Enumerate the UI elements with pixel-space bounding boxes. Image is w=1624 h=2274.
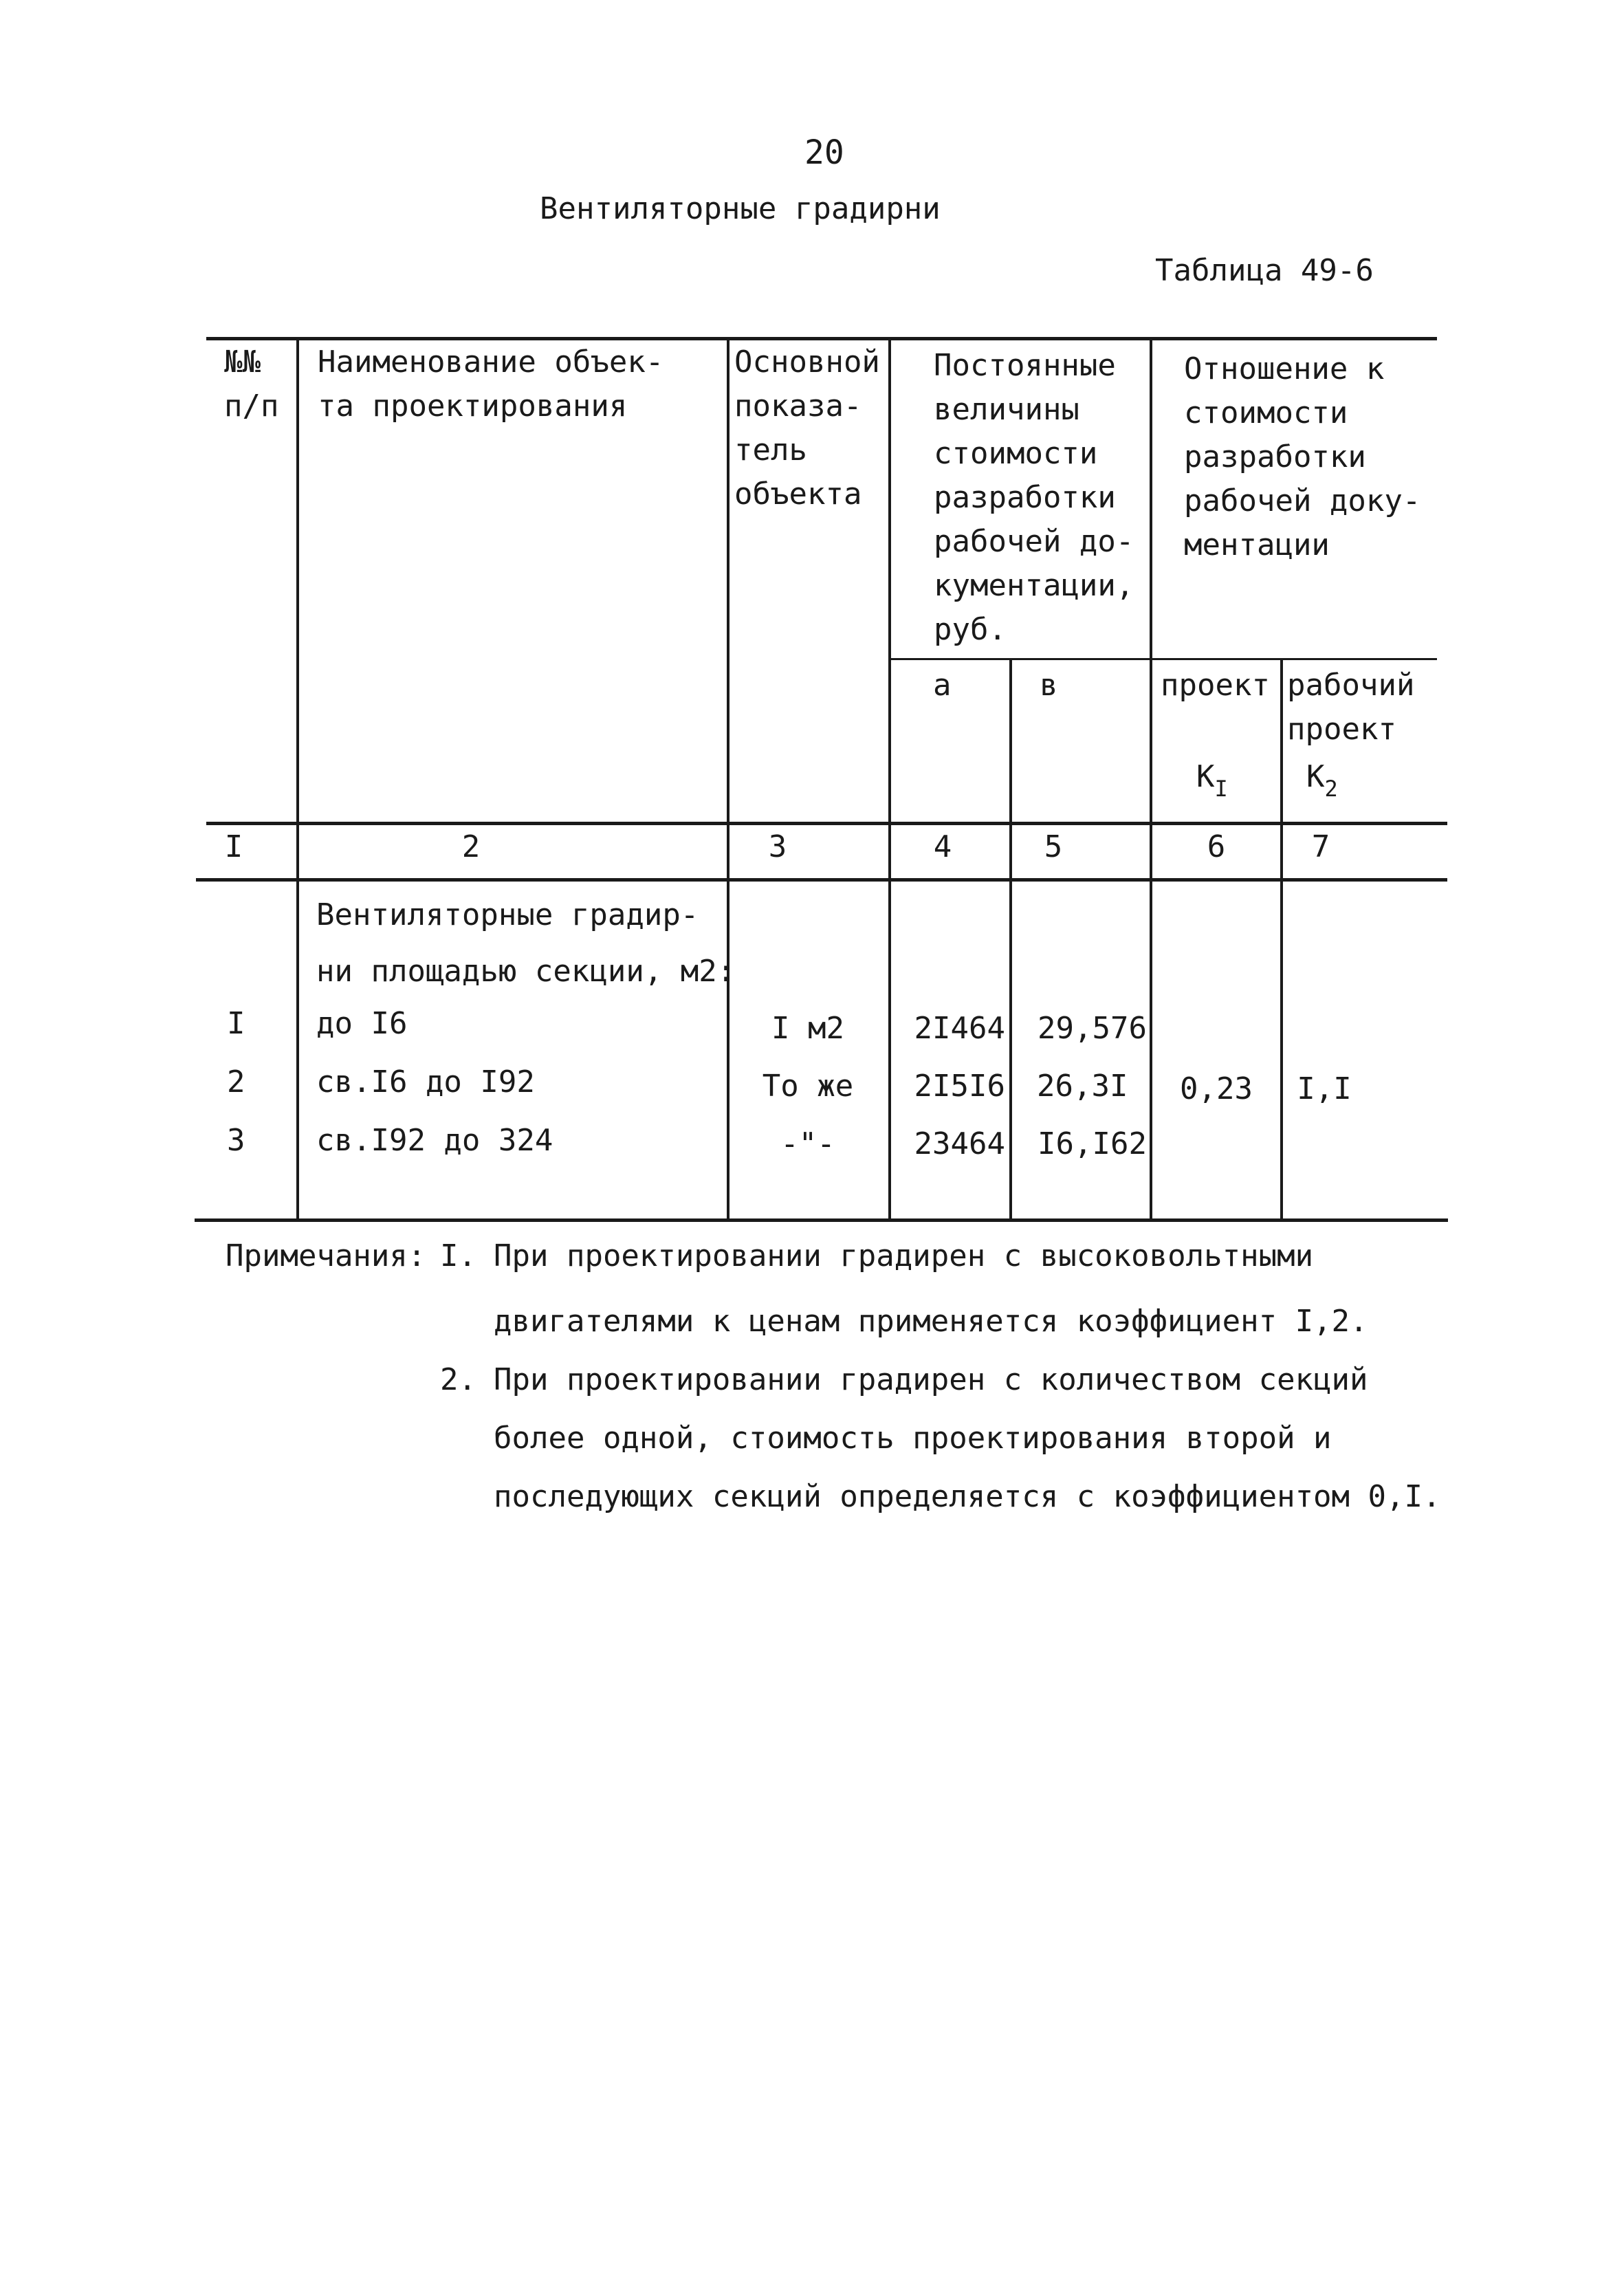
- vline-6: [1280, 658, 1283, 1221]
- header-col7: рабочий проект: [1287, 668, 1415, 747]
- colnum-7: 7: [1311, 829, 1330, 864]
- vline-1: [296, 337, 299, 1221]
- rule-colnums-top: [206, 822, 1447, 825]
- row-name: св.I6 до I92: [316, 1064, 535, 1100]
- header-col7-coef: [1306, 759, 1338, 802]
- notes-label: Примечания:: [226, 1238, 426, 1273]
- k1-symbol: К: [1196, 759, 1215, 794]
- colnum-6: 6: [1207, 829, 1226, 864]
- row-value-a: 2I464: [914, 1011, 1005, 1046]
- row-value-a: 2I5I6: [914, 1069, 1005, 1104]
- row-value-a: 23464: [914, 1126, 1005, 1161]
- rule-bottom: [195, 1218, 1448, 1222]
- note-2-number: 2.: [440, 1362, 476, 1397]
- note-2-line-2: более одной, стоимость проектирования второй и: [494, 1421, 1332, 1456]
- header-col4: а: [933, 668, 952, 703]
- row-name: св.I92 до 324: [316, 1123, 553, 1158]
- table-label: Таблица 49-6: [1155, 253, 1374, 288]
- row-name: до I6: [316, 1006, 408, 1041]
- header-col6-coef: [1196, 759, 1228, 802]
- rule-colnums-bottom: [196, 878, 1447, 882]
- colnum-1: I: [224, 829, 243, 864]
- note-1-number: I.: [440, 1238, 476, 1273]
- k2-subscript: 2: [1324, 776, 1338, 802]
- k2-value: I,I: [1297, 1071, 1352, 1106]
- group-title: Вентиляторные градир- ни площадью секции, м2:: [316, 897, 736, 989]
- header-col2: Наименование объек- та проектирования: [318, 345, 664, 424]
- header-col3: Основной показа- тель объекта: [734, 345, 880, 512]
- row-unit: -"-: [780, 1126, 835, 1161]
- page-number: 20: [804, 133, 844, 172]
- row-unit: I м2: [771, 1011, 844, 1046]
- row-number: I: [227, 1006, 245, 1041]
- row-unit: То же: [762, 1069, 854, 1104]
- header-col67: Отношение к стоимости разработки рабочей доку- ментации: [1184, 351, 1421, 562]
- note-2-line-3: последующих секций определяется с коэффициентом 0,I.: [494, 1479, 1441, 1514]
- note-1-line-1: При проектировании градирен с высоковольтными: [494, 1238, 1314, 1273]
- k2-symbol: К: [1306, 759, 1325, 794]
- row-value-b: 26,3I: [1037, 1069, 1128, 1104]
- k1-subscript: I: [1214, 776, 1228, 802]
- colnum-5: 5: [1044, 829, 1063, 864]
- colnum-3: 3: [768, 829, 787, 864]
- rule-subheader: [891, 658, 1437, 660]
- header-col5: в: [1040, 668, 1058, 703]
- note-1-line-2: двигателями к ценам применяется коэффициент I,2.: [494, 1304, 1368, 1339]
- row-number: 3: [227, 1123, 245, 1158]
- row-number: 2: [227, 1064, 245, 1100]
- row-value-b: 29,576: [1038, 1011, 1147, 1046]
- header-col6: проект: [1161, 668, 1270, 703]
- note-2-line-1: При проектировании градирен с количеством секций: [494, 1362, 1368, 1397]
- header-col1: №№ п/п: [224, 345, 279, 424]
- colnum-2: 2: [461, 829, 481, 864]
- header-col45: Постоянные величины стоимости разработки рабочей до- кументации, руб.: [934, 348, 1134, 647]
- colnum-4: 4: [933, 829, 952, 864]
- k1-value: 0,23: [1180, 1071, 1253, 1106]
- page-title: Вентиляторные градирни: [540, 191, 941, 226]
- row-value-b: I6,I62: [1038, 1126, 1147, 1161]
